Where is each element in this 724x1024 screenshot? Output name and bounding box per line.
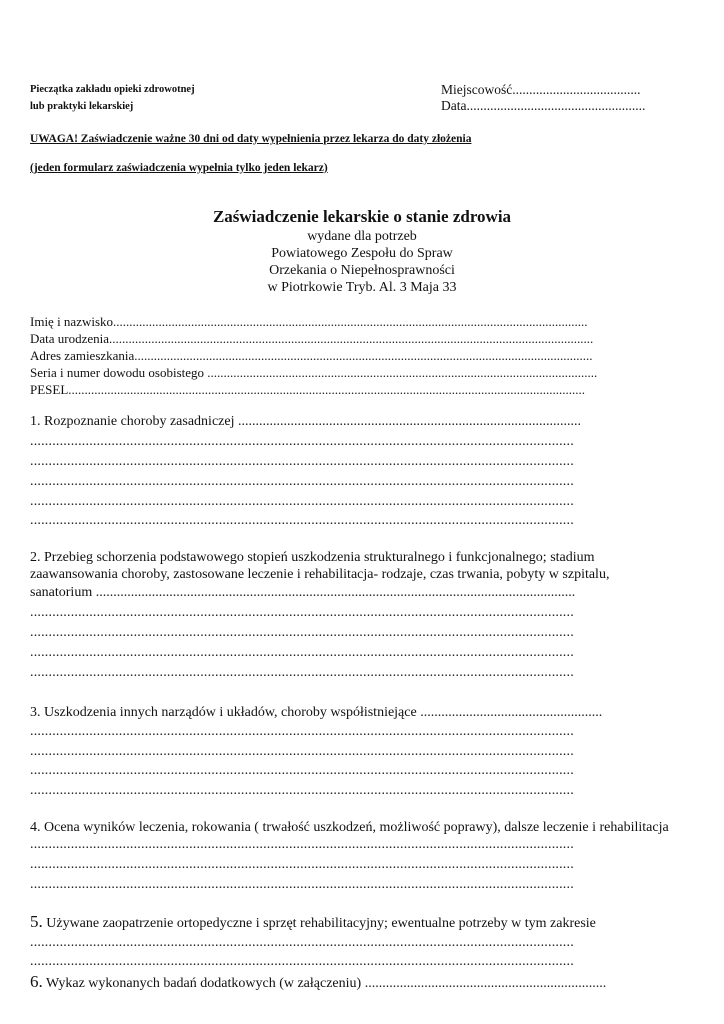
section-5-text: Używane zaopatrzenie ortopedyczne i sprzęt rehabilitacyjny; ewentualne potrzeby w tym zakresie [42,916,596,931]
section-4-heading: 4. Ocena wyników leczenia, rokowania ( trwałość uszkodzeń, możliwość poprawy), dalsze leczenie i rehabilitacja [30,820,669,835]
section-2-line[interactable]: ................................................................................................................................................... [30,665,574,680]
section-5-line[interactable]: ................................................................................................................................................... [30,935,574,950]
date-field[interactable]: Data..................................................... [441,98,646,113]
id-document-field[interactable]: Seria i numer dowodu osobistego ........................................................................................................................ [30,365,598,380]
title-sub-line4: w Piotrkowie Tryb. Al. 3 Maja 33 [267,280,457,295]
section-5-heading [30,912,596,932]
section-4-line[interactable]: ................................................................................................................................................... [30,837,574,852]
section-1-line[interactable]: ................................................................................................................................................... [30,454,574,469]
section-6-text: Wykaz wykonanych badań dodatkowych (w załączeniu) ..................................................................... [42,976,607,991]
section-2-line[interactable]: ................................................................................................................................................... [30,605,574,620]
section-4-line[interactable]: ................................................................................................................................................... [30,857,574,872]
document-title: Zaświadczenie lekarskie o stanie zdrowia [212,207,512,226]
section-2-line[interactable]: ................................................................................................................................................... [30,645,574,660]
title-sub-line3: Orzekania o Niepełnosprawności [269,263,455,278]
pesel-field[interactable]: PESEL............................................................................................................................................................... [30,382,586,397]
title-sub-line2: Powiatowego Zespołu do Spraw [271,246,453,261]
name-field[interactable]: Imię i nazwisko.................................................................................................................................................. [30,314,588,329]
section-6-number: 6. [30,972,43,991]
section-3-line[interactable]: ................................................................................................................................................... [30,783,574,798]
stamp-label-line2: lub praktyki lekarskiej [30,101,134,112]
section-2-heading-line2: zaawansowania choroby, zastosowane leczenie i rehabilitacja- rodzaje, czas trwania, pobyty w szpitalu, [30,567,610,582]
section-3-other-organs[interactable]: 3. Uszkodzenia innych narządów i układów, choroby współistniejące .................................................... [30,705,603,720]
validity-notice: UWAGA! Zaświadczenie ważne 30 dni od daty wypełnienia przez lekarza do daty złożenia [30,133,472,145]
section-5-line[interactable]: ................................................................................................................................................... [30,954,574,969]
section-1-line[interactable]: ................................................................................................................................................... [30,494,574,509]
title-sub-line1: wydane dla potrzeb [307,229,417,244]
section-1-line[interactable]: ................................................................................................................................................... [30,474,574,489]
section-2-heading-line1: 2. Przebieg schorzenia podstawowego stopień uszkodzenia strukturalnego i funkcjonalnego; stadium [30,550,595,565]
place-field[interactable]: Miejscowość...................................... [441,82,641,97]
section-5-number: 5. [30,912,43,931]
section-2-line[interactable]: ................................................................................................................................................... [30,625,574,640]
section-3-line[interactable]: ................................................................................................................................................... [30,744,574,759]
stamp-label-line1: Pieczątka zakładu opieki zdrowotnej [30,84,195,95]
section-2-sanatorium-field[interactable]: sanatorium ......................................................................................................................................... [30,585,576,600]
section-6-additional-tests[interactable] [30,972,680,992]
section-3-line[interactable]: ................................................................................................................................................... [30,724,574,739]
section-1-line[interactable]: ................................................................................................................................................... [30,434,574,449]
section-1-diagnosis[interactable]: 1. Rozpoznanie choroby zasadniczej .................................................................................................. [30,414,581,429]
section-1-line[interactable]: ................................................................................................................................................... [30,513,574,528]
birth-date-field[interactable]: Data urodzenia..................................................................................................................................................... [30,331,594,346]
section-3-line[interactable]: ................................................................................................................................................... [30,763,574,778]
single-doctor-notice: (jeden formularz zaświadczenia wypełnia tylko jeden lekarz) [30,162,328,174]
address-field[interactable]: Adres zamieszkania............................................................................................................................................. [30,348,593,363]
section-4-line[interactable]: ................................................................................................................................................... [30,877,574,892]
